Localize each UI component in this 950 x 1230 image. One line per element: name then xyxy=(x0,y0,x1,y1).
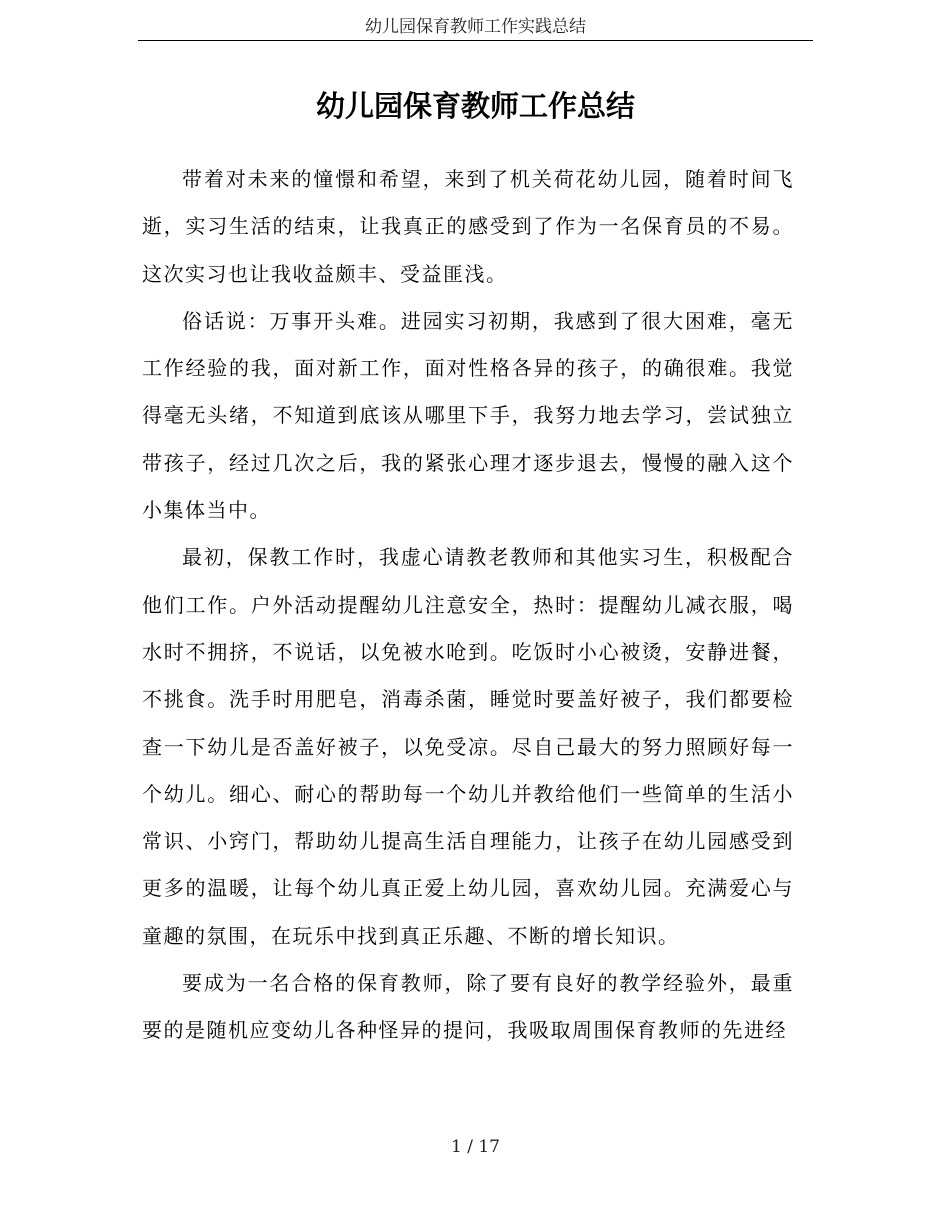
document-body xyxy=(142,156,794,1055)
running-header: 幼儿园保育教师工作实践总结 xyxy=(138,16,813,41)
paragraph: 带着对未来的憧憬和希望，来到了机关荷花幼儿园，随着时间飞逝，实习生活的结束，让我真正的感受到了作为一名保育员的不易。这次实习也让我收益颇丰、受益匪浅。 xyxy=(142,167,794,286)
page-number: 1 / 17 xyxy=(451,1137,500,1157)
document-title: 幼儿园保育教师工作总结 xyxy=(315,89,635,123)
paragraph: 要成为一名合格的保育教师，除了要有良好的教学经验外，最重要的是随机应变幼儿各种怪异的提问，我吸取周围保育教师的先进经 xyxy=(142,971,794,1043)
paragraph: 最初，保教工作时，我虚心请教老教师和其他实习生，积极配合他们工作。户外活动提醒幼儿注意安全，热时：提醒幼儿减衣服，喝水时不拥挤，不说话，以免被水呛到。吃饭时小心被烫，安静进餐，不挑食。洗手时用肥皂，消毒杀菌，睡觉时要盖好被子，我们都要检查一下幼儿是否盖好被子，以免受凉。尽自己最大的努力照顾好每一个幼儿。细心、耐心的帮助每一个幼儿并教给他们一些简单的生活小常识、小窍门，帮助幼儿提高生活自理能力，让孩子在幼儿园感受到更多的温暖，让每个幼儿真正爱上幼儿园，喜欢幼儿园。充满爱心与童趣的氛围，在玩乐中找到真正乐趣、不断的增长知识。 xyxy=(142,545,794,948)
paragraph: 俗话说：万事开头难。进园实习初期，我感到了很大困难，毫无工作经验的我，面对新工作，面对性格各异的孩子，的确很难。我觉得毫无头绪，不知道到底该从哪里下手，我努力地去学习，尝试独立带孩子，经过几次之后，我的紧张心理才逐步退去，慢慢的融入这个小集体当中。 xyxy=(142,308,794,523)
